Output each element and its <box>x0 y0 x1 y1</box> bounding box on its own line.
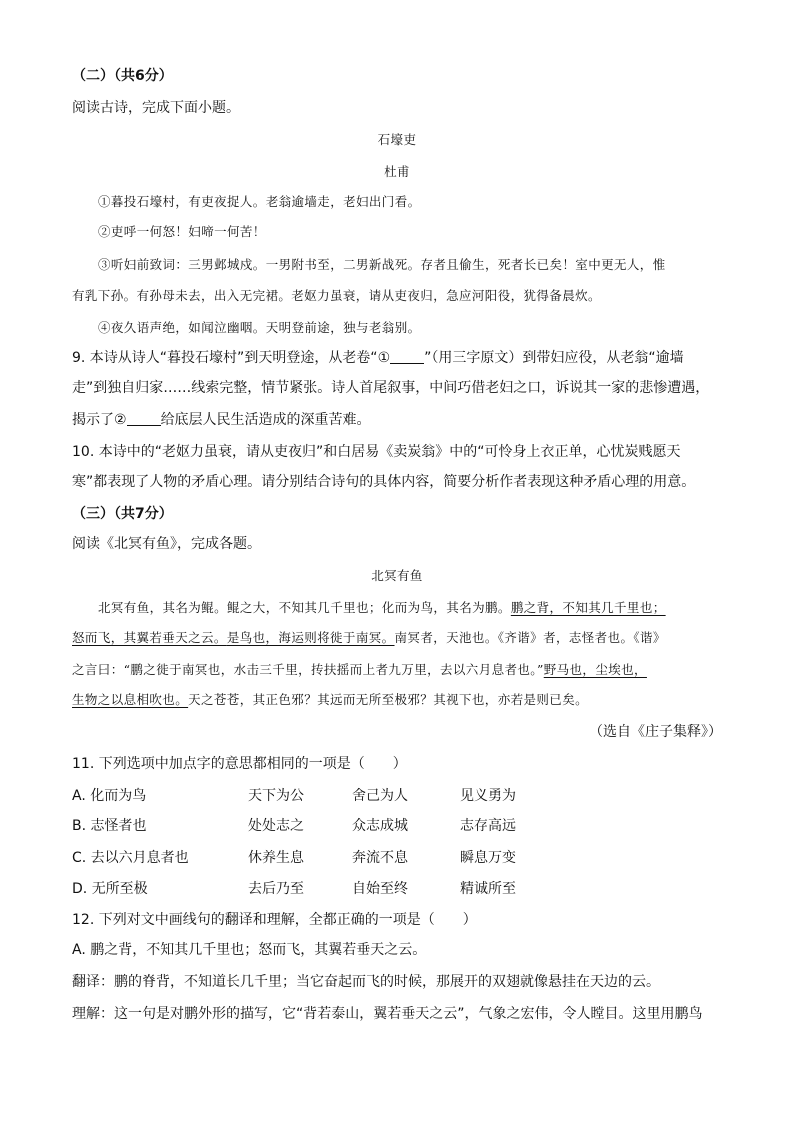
option-item: 处处志之 <box>248 818 304 834</box>
section3-heading: （三）（共7分） <box>72 506 173 522</box>
q11-option-c[interactable] <box>72 848 732 868</box>
option-item: 奔流不息 <box>352 850 408 866</box>
section2-heading: （二）（共6分） <box>72 68 173 84</box>
q12-translation: 翻译：鹏的脊背，不知道长几千里；当它奋起而飞的时候，那展开的双翅就像悬挂在天边的云。 <box>72 974 660 990</box>
passage-source: （选自《庄子集释》） <box>589 724 722 740</box>
q9-text-a: 9. 本诗从诗人“暮投石壕村”到天明登途，从老卷“① <box>72 350 391 366</box>
q9-text-b: ”（用三字原文）到带妇应役，从老翁“逾墙 <box>424 350 684 366</box>
option-letter: B. <box>72 818 87 834</box>
option-item: 瞬息万变 <box>460 850 516 866</box>
underlined-sentence: 鹏之背，不知其几千里也； <box>510 600 666 615</box>
q11-option-a[interactable] <box>72 786 732 806</box>
option-item: 无所至极 <box>91 881 148 897</box>
underlined-sentence: 是鸟也，海运则将徙于南冥。 <box>226 630 395 645</box>
option-item: 见义勇为 <box>460 788 516 804</box>
option-item: 去后乃至 <box>248 881 304 897</box>
q9-text-d: 给底层人民生活造成的深重苦难。 <box>160 412 371 428</box>
poem-stanza-3-line-2: 有乳下孙。有孙母未去，出入无完裙。老妪力虽衰，请从吏夜归，急应河阳役，犹得备晨炊。 <box>72 288 601 303</box>
underlined-sentence: 野马也，尘埃也， <box>543 662 647 677</box>
passage-text: 北冥有鱼，其名为鲲。鲲之大，不知其几千里也；化而为鸟，其名为鹏。 <box>98 600 511 615</box>
question-12: 12. 下列对文中画线句的翻译和理解，全都正确的一项是（ ） <box>72 912 477 928</box>
option-item: 精诚所至 <box>460 881 516 897</box>
answer-blank-1[interactable] <box>390 349 424 364</box>
poem-stanza-3-line-1: ③听妇前致词：三男邺城戍。一男附书至，二男新战死。存者且偷生，死者长已矣！室中更无人，惟 <box>98 257 666 272</box>
section3-instruction: 阅读《北冥有鱼》，完成各题。 <box>72 536 261 552</box>
poem-stanza-4: ④夜久语声绝，如闻泣幽咽。天明登前途，独与老翁别。 <box>98 320 421 335</box>
passage-line-2 <box>72 628 732 648</box>
question-9-line-2: 走”到独自归家……线索完整，情节紧张。诗人首尾叙事，中间巧借老妇之口，诉说其一家的悲惨遭遇， <box>72 380 710 396</box>
q12-understanding: 理解：这一句是对鹏外形的描写，它“背若泰山，翼若垂天之云”，气象之宏伟，令人瞠目。这里用鹏鸟 <box>72 1006 703 1022</box>
underlined-sentence: 怒而飞，其翼若垂天之云。 <box>72 630 227 645</box>
option-item: 去以六月息者也 <box>90 850 189 866</box>
poem-stanza-1: ①暮投石壕村，有吏夜捉人。老翁逾墙走，老妇出门看。 <box>98 194 421 209</box>
option-item: 舍己为人 <box>352 788 408 804</box>
poem-title: 石壕吏 <box>377 132 417 147</box>
q12-option-a[interactable]: A. 鹏之背，不知其几千里也；怒而飞，其翼若垂天之云。 <box>72 942 427 958</box>
question-9-line-3 <box>72 410 732 430</box>
option-item: 休养生息 <box>248 850 304 866</box>
section2-instruction: 阅读古诗，完成下面小题。 <box>72 100 240 116</box>
option-item: 化而为鸟 <box>90 788 147 804</box>
option-item: 自始至终 <box>352 881 408 897</box>
question-11: 11. 下列选项中加点字的意思都相同的一项是（ ） <box>72 756 407 772</box>
answer-blank-2[interactable] <box>127 411 161 426</box>
poem-author: 杜甫 <box>384 164 410 179</box>
option-letter: D. <box>72 881 88 897</box>
passage-text: 南冥者，天池也。《齐谐》者，志怪者也。《谐》 <box>394 630 666 645</box>
q9-text-c: 揭示了② <box>72 412 127 428</box>
question-9-line-1 <box>72 348 732 368</box>
passage-title: 北冥有鱼 <box>371 568 423 583</box>
question-10-line-1: 10. 本诗中的“老妪力虽衰，请从吏夜归”和白居易《卖炭翁》中的“可怜身上衣正单，心忧炭贱愿天 <box>72 444 681 460</box>
passage-line-3 <box>72 660 732 680</box>
question-10-line-2: 寒”都表现了人物的矛盾心理。请分别结合诗句的具体内容，简要分析作者表现这种矛盾心理的用意。 <box>72 474 696 490</box>
poem-stanza-2: ②吏呼一何怒！妇啼一何苦！ <box>98 224 266 239</box>
underlined-sentence: 生物之以息相吹也。 <box>72 692 189 707</box>
option-letter: A. <box>72 788 86 804</box>
passage-text: 天之苍苍，其正色邪？其远而无所至极邪？其视下也，亦若是则已矣。 <box>188 692 589 707</box>
q11-option-b[interactable] <box>72 816 732 836</box>
option-item: 天下为公 <box>248 788 304 804</box>
option-letter: C. <box>72 850 87 866</box>
option-item: 众志成城 <box>352 818 408 834</box>
passage-line-1 <box>72 598 758 618</box>
q11-option-d[interactable] <box>72 879 732 899</box>
passage-line-4 <box>72 690 732 710</box>
passage-text: 之言曰：“鹏之徙于南冥也，水击三千里，抟扶摇而上者九万里，去以六月息者也。” <box>72 662 544 677</box>
option-item: 志怪者也 <box>90 818 147 834</box>
option-item: 志存高远 <box>460 818 516 834</box>
